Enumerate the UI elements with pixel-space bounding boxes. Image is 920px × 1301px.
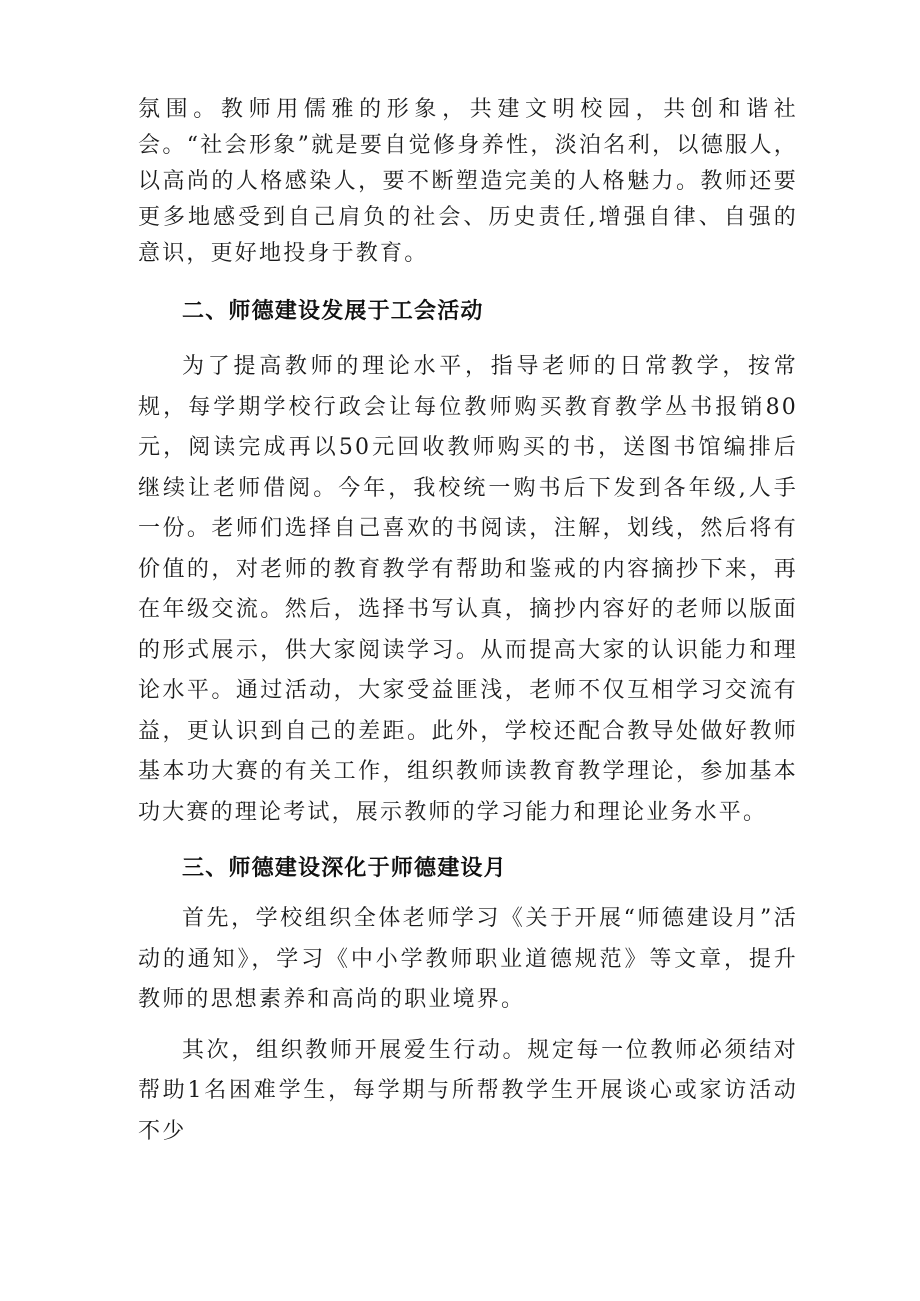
paragraph-section-3-first: 首先，学校组织全体老师学习《关于开展“师德建设月”活动的通知》，学习《中小学教师职业道德规范》等文章，提升教师的思想素养和高尚的职业境界。 [138, 906, 798, 1012]
document-page [138, 92, 798, 1152]
paragraph-section-3-second: 其次，组织教师开展爱生行动。规定每一位教师必须结对帮助1名困难学生，每学期与所帮教学生开展谈心或家访活动不少 [138, 1037, 798, 1144]
paragraph-section-2: 为了提高教师的理论水平，指导老师的日常教学，按常规，每学期学校行政会让每位教师购买教育教学丛书报销80元，阅读完成再以50元回收教师购买的书，送图书馆编排后继续让老师借阅。今年，我校统一购书后下发到各年级,人手一份。老师们选择自己喜欢的书阅读，注解，划线，然后将有价值的，对老师的教育教学有帮助和鉴戒的内容摘抄下来，再在年级交流。然后，选择书写认真，摘抄内容好的老师以版面的形式展示，供大家阅读学习。从而提高大家的认识能力和理论水平。通过活动，大家受益匪浅，老师不仅互相学习交流有益，更认识到自己的差距。此外，学校还配合教导处做好教师基本功大赛的有关工作，组织教师读教育教学理论，参加基本功大赛的理论考试，展示教师的学习能力和理论业务水平。 [138, 354, 798, 825]
section-heading-2: 二、师德建设发展于工会活动 [182, 299, 484, 324]
paragraph-intro: 氛围。教师用儒雅的形象，共建文明校园，共创和谐社会。“社会形象”就是要自觉修身养性，淡泊名利，以德服人，以高尚的人格感染人，要不断塑造完美的人格魅力。教师还要更多地感受到自己肩负的社会、历史责任,增强自律、自强的意识，更好地投身于教育。 [138, 97, 798, 266]
section-heading-3: 三、师德建设深化于师德建设月 [182, 856, 507, 881]
